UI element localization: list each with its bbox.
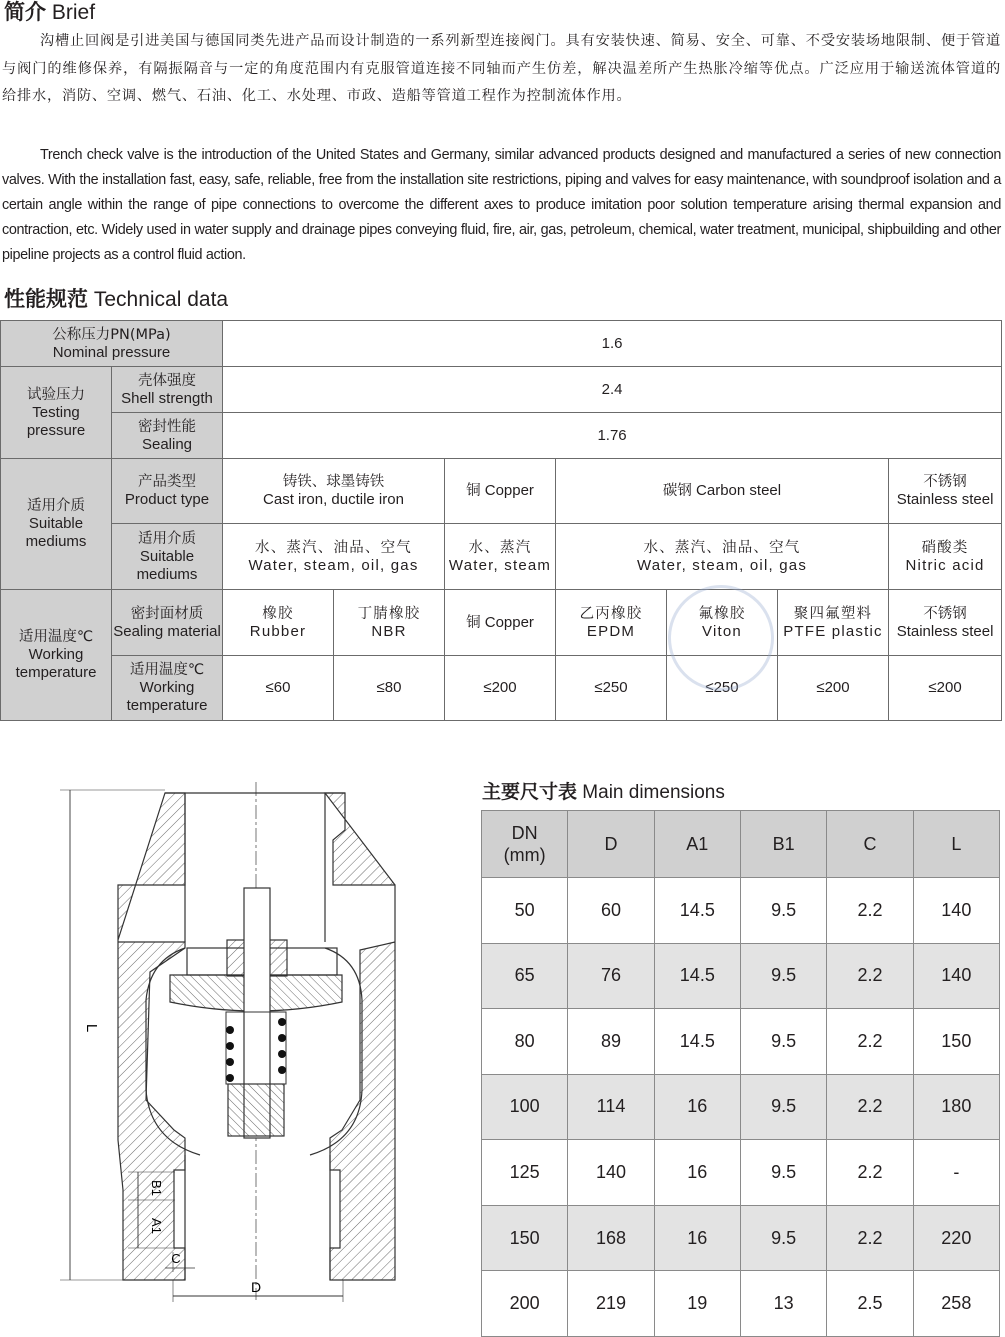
technical-title-en: Technical data xyxy=(93,288,229,311)
header-l: L xyxy=(913,811,999,878)
cell: 258 xyxy=(913,1271,999,1337)
technical-title-cn: 性能规范 xyxy=(4,287,88,311)
cell: 2.2 xyxy=(827,878,913,944)
table-row xyxy=(482,1074,1000,1140)
cell: 9.5 xyxy=(740,1074,826,1140)
cell: 9.5 xyxy=(740,1009,826,1075)
cell: 220 xyxy=(913,1205,999,1271)
temp-epdm: ≤250 xyxy=(556,656,667,721)
product-type-label: 产品类型 Product type xyxy=(112,459,223,524)
cell: 9.5 xyxy=(740,943,826,1009)
testing-pressure-label: 试验压力 Testing pressure xyxy=(1,367,112,459)
cell: 16 xyxy=(654,1074,740,1140)
lower-guide xyxy=(228,1084,284,1136)
temp-rubber: ≤60 xyxy=(223,656,334,721)
cell: 2.2 xyxy=(827,1074,913,1140)
body-right-wall xyxy=(325,793,395,1280)
sealing-material-label: 密封面材质 Sealing material xyxy=(112,590,223,656)
suitable-stainless: 硝酸类 Nitric acid xyxy=(889,524,1002,590)
cell: 14.5 xyxy=(654,1009,740,1075)
seal-stainless: 不锈钢 Stainless steel xyxy=(889,590,1002,656)
cell: 180 xyxy=(913,1074,999,1140)
cell: 2.2 xyxy=(827,1205,913,1271)
cell: 14.5 xyxy=(654,878,740,944)
cell: 200 xyxy=(482,1271,568,1337)
nominal-pressure-value: 1.6 xyxy=(223,321,1002,367)
cell: 114 xyxy=(568,1074,654,1140)
cell: 19 xyxy=(654,1271,740,1337)
outlet-pipe xyxy=(185,1155,330,1280)
cell: 16 xyxy=(654,1140,740,1206)
shell-strength-label: 壳体强度 Shell strength xyxy=(112,367,223,413)
mediums-label: 适用介质 Suitable mediums xyxy=(1,459,112,590)
table-row xyxy=(482,878,1000,944)
cell: - xyxy=(913,1140,999,1206)
table-row xyxy=(482,1271,1000,1337)
cell: 2.5 xyxy=(827,1271,913,1337)
row-product-type xyxy=(1,459,1002,524)
cell: 2.2 xyxy=(827,943,913,1009)
seal-epdm: 乙丙橡胶 EPDM xyxy=(556,590,667,656)
header-d: D xyxy=(568,811,654,878)
temp-viton: ≤250 xyxy=(667,656,778,721)
label-A1: A1 xyxy=(149,1218,164,1234)
cell: 9.5 xyxy=(740,1205,826,1271)
sealing-value: 1.76 xyxy=(223,413,1002,459)
cell: 14.5 xyxy=(654,943,740,1009)
cell: 89 xyxy=(568,1009,654,1075)
brief-paragraph-cn: 沟槽止回阀是引进美国与德国同类先进产品而设计制造的一系列新型连接阀门。具有安装快速、简易、安全、可靠、不受安装场地限制、便于管道与阀门的维修保养，有隔振隔音与一定的角度范围内有克服管道连接不同轴而产生仿差，解决温差所产生热胀冷缩等优点。广泛应用于输送流体管道的给排水，消防、空调、燃气、石油、化工、水处理、市政、造船等管道工程作为控制流体作用。 xyxy=(2,33,1001,104)
row-suitable-mediums xyxy=(1,524,1002,590)
table-row xyxy=(482,943,1000,1009)
dimensions-title-cn: 主要尺寸表 xyxy=(482,781,578,803)
row-sealing-material xyxy=(1,590,1002,656)
seal-viton: 氟橡胶 Viton xyxy=(667,590,778,656)
cell: 50 xyxy=(482,878,568,944)
cell: 9.5 xyxy=(740,878,826,944)
working-temp-label: 适用温度℃ Working temperature xyxy=(112,656,223,721)
suitable-mediums-label: 适用介质 Suitable mediums xyxy=(112,524,223,590)
row-shell-strength xyxy=(1,367,1002,413)
cell: 125 xyxy=(482,1140,568,1206)
cell: 9.5 xyxy=(740,1140,826,1206)
dimensions-header-row xyxy=(482,811,1000,878)
brief-title-en: Brief xyxy=(51,1,96,24)
label-D: D xyxy=(250,1279,262,1295)
header-b1: B1 xyxy=(740,811,826,878)
product-copper: 铜 Copper xyxy=(445,459,556,524)
seal-nbr: 丁腈橡胶 NBR xyxy=(334,590,445,656)
seal-ptfe: 聚四氟塑料 PTFE plastic xyxy=(778,590,889,656)
seal-copper: 铜 Copper xyxy=(445,590,556,656)
cell: 13 xyxy=(740,1271,826,1337)
header-dn: DN (mm) xyxy=(482,811,568,878)
nominal-pressure-label: 公称压力PN(MPa) Nominal pressure xyxy=(1,321,223,367)
sealing-label: 密封性能 Sealing xyxy=(112,413,223,459)
shell-strength-value: 2.4 xyxy=(223,367,1002,413)
suitable-copper: 水、蒸汽 Water, steam xyxy=(445,524,556,590)
cell: 80 xyxy=(482,1009,568,1075)
cell: 2.2 xyxy=(827,1140,913,1206)
product-cast-iron: 铸铁、球墨铸铁 Cast iron, ductile iron xyxy=(223,459,445,524)
table-row xyxy=(482,1205,1000,1271)
row-working-temp xyxy=(1,656,1002,721)
row-sealing xyxy=(1,413,1002,459)
cell: 140 xyxy=(913,943,999,1009)
temp-stainless: ≤200 xyxy=(889,656,1002,721)
cell: 219 xyxy=(568,1271,654,1337)
cell: 100 xyxy=(482,1074,568,1140)
suitable-carbon-steel: 水、蒸汽、油品、空气 Water, steam, oil, gas xyxy=(556,524,889,590)
cell: 65 xyxy=(482,943,568,1009)
label-C: C xyxy=(171,1251,181,1266)
table-row xyxy=(482,1140,1000,1206)
brief-title-cn: 简介 xyxy=(4,0,46,24)
body-left-wall xyxy=(118,793,185,1280)
temp-copper: ≤200 xyxy=(445,656,556,721)
cell: 150 xyxy=(913,1009,999,1075)
dimensions-title xyxy=(482,780,725,805)
temp-ptfe: ≤200 xyxy=(778,656,889,721)
cell: 16 xyxy=(654,1205,740,1271)
cell: 168 xyxy=(568,1205,654,1271)
table-row xyxy=(482,1009,1000,1075)
technical-data-table xyxy=(0,320,1002,721)
seal-rubber: 橡胶 Rubber xyxy=(223,590,334,656)
cell: 2.2 xyxy=(827,1009,913,1075)
cell: 150 xyxy=(482,1205,568,1271)
temperature-label: 适用温度℃ Working temperature xyxy=(1,590,112,721)
cell: 140 xyxy=(568,1140,654,1206)
temp-nbr: ≤80 xyxy=(334,656,445,721)
row-nominal-pressure xyxy=(1,321,1002,367)
label-L: L xyxy=(83,1023,100,1033)
valve-section-drawing xyxy=(0,760,470,1337)
cell: 60 xyxy=(568,878,654,944)
dimensions-table xyxy=(481,810,1000,1337)
suitable-cast-iron: 水、蒸汽、油品、空气 Water, steam, oil, gas xyxy=(223,524,445,590)
technical-title xyxy=(4,287,228,312)
product-stainless: 不锈钢 Stainless steel xyxy=(889,459,1002,524)
dimensions-title-en: Main dimensions xyxy=(582,782,725,803)
cell: 140 xyxy=(913,878,999,944)
header-c: C xyxy=(827,811,913,878)
cell: 76 xyxy=(568,943,654,1009)
product-carbon-steel: 碳钢 Carbon steel xyxy=(556,459,889,524)
header-a1: A1 xyxy=(654,811,740,878)
brief-title xyxy=(4,0,95,25)
brief-paragraph-en: Trench check valve is the introduction of the United States and Germany, similar advanced products designed and manufactured a series of new connection valves. With the installation fast, easy, safe, reliable, free from the installation site restrictions, piping and valves for easy maintenance, with soundproof isolation and a certain angle within the range of pipe connections to overcome the different axes to produce imitation poor solution temperature arising thermal expansion and contraction, etc. Widely used in water supply and drainage pipes conveying fluid, fire, air, gas, petroleum, chemical, water treatment, municipal, shipbuilding and other pipeline projects as a control fluid action. xyxy=(2,147,1001,263)
label-B1: B1 xyxy=(149,1180,164,1196)
